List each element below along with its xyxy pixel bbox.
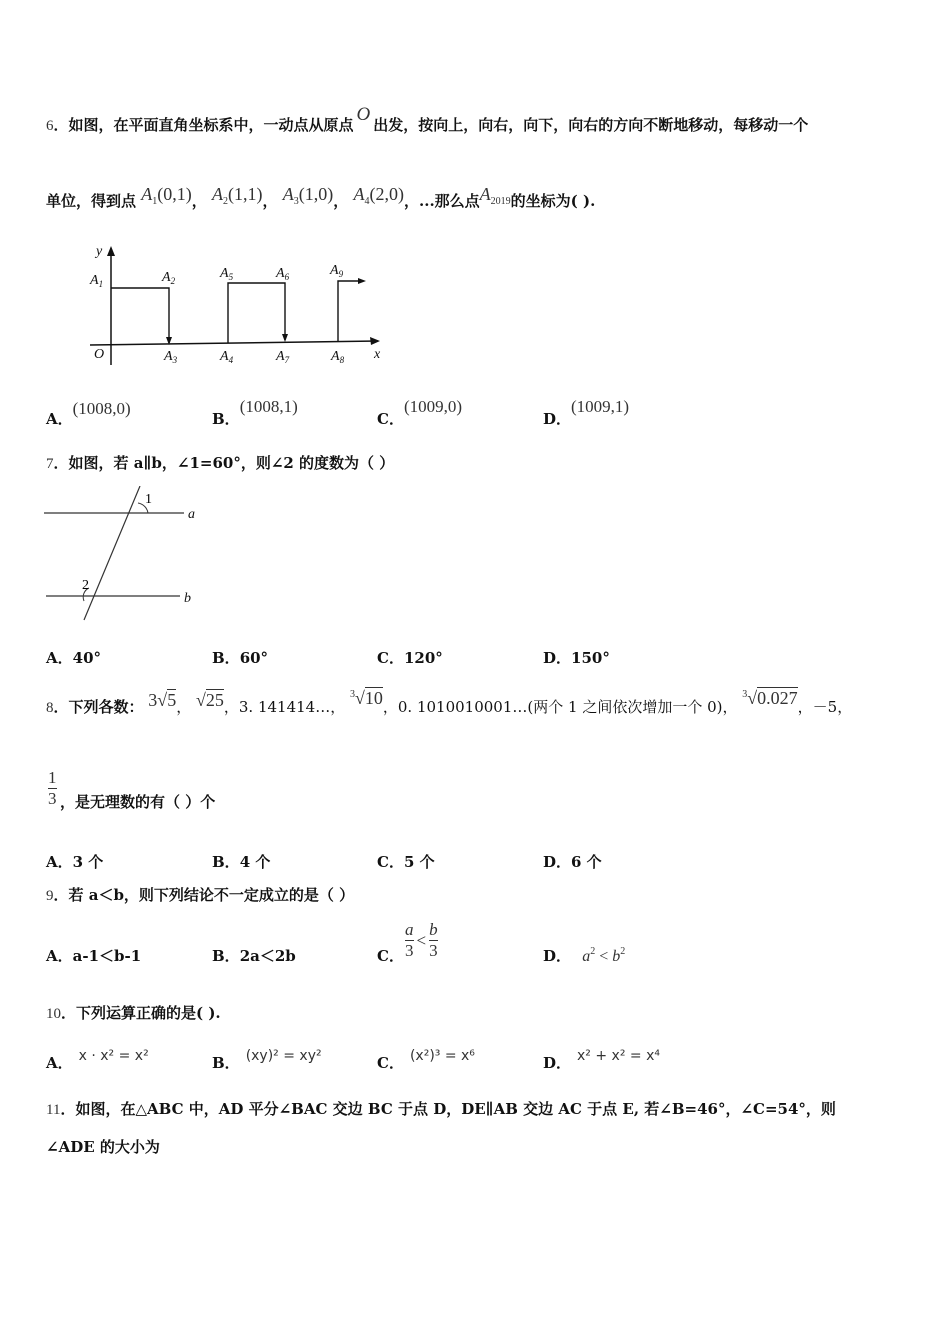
q6-point-a4: $A_4(2,0)$	[353, 184, 404, 207]
q6-label-a6: $A_6$	[276, 266, 290, 282]
q9-option-a[interactable]: A．a-1＜b-1	[46, 947, 142, 965]
q7-option-d[interactable]: D．150°	[543, 649, 610, 667]
q7-parallel-lines-figure	[44, 486, 204, 626]
q9-option-c-math: $\frac{a}{3}$ < $\frac{b}{3}$	[405, 920, 438, 960]
q10-option-b[interactable]: B． (xy)² = xy²	[212, 1048, 322, 1072]
q10-option-c[interactable]: C． (x²)³ = x⁶	[377, 1048, 475, 1072]
q8-number: 8	[46, 700, 54, 716]
q10-line: 10．下列运算正确的是( ).	[46, 1004, 221, 1022]
q6-option-b[interactable]: B．(1008,1)	[212, 397, 298, 428]
q6-origin-symbol: O	[356, 104, 371, 125]
q6-label-a5: $A_5$	[220, 266, 234, 282]
q8-option-d[interactable]: D．6 个	[543, 853, 602, 871]
q8-num-sqrt25: √25	[195, 690, 224, 710]
q6-label-a3: $A_3$	[164, 349, 178, 365]
q6-coordinate-figure	[80, 240, 400, 370]
q6-path-arrow-right	[358, 278, 366, 284]
q8-fraction-one-third: $\frac{1}{3}$	[48, 768, 57, 808]
q10-option-a[interactable]: A． x · x² = x²	[46, 1048, 149, 1072]
q6-origin-label: O	[94, 347, 105, 362]
q7-option-c[interactable]: C．120°	[377, 649, 443, 667]
q6-option-c[interactable]: C．(1009,0)	[377, 397, 463, 428]
q9-number: 9	[46, 888, 54, 904]
q6-point-a1: $A_1(0,1)$	[141, 184, 192, 207]
q7-transversal	[84, 486, 140, 620]
q6-path-segment-3	[338, 281, 363, 341]
q8-option-c[interactable]: C．5 个	[377, 853, 435, 871]
q6-y-arrow	[107, 246, 115, 256]
q6-label-a8: $A_8$	[331, 349, 345, 365]
q6-target-point: $A_{2019}$	[479, 184, 511, 207]
q9-option-c[interactable]: C．	[377, 947, 404, 965]
q6-label-a4: $A_4$	[220, 349, 234, 365]
q6-x-axis	[90, 341, 378, 345]
q10-number: 10	[46, 1006, 61, 1022]
q6-line1: 6．如图，在平面直角坐标系中，一动点从原点 O 出发，按向上，向右，向下，向右的方向不断地移动，每移动一个	[46, 104, 809, 134]
q6-axis-x-label: x	[374, 347, 381, 362]
q6-path-segment-1	[111, 288, 169, 343]
q6-option-d[interactable]: D．(1009,1)	[543, 397, 630, 428]
q8-option-a[interactable]: A．3 个	[46, 853, 104, 871]
q7-line: 7．如图，若 a∥b，∠1=60°，则∠2 的度数为（ ）	[46, 454, 395, 472]
q8-num-cbrt10: $^3$√10	[349, 688, 383, 708]
q6-label-a7: $A_7$	[276, 349, 290, 365]
q7-label-a: a	[188, 507, 195, 522]
q6-option-a[interactable]: A．(1008,0)	[46, 399, 131, 428]
q8-num-3sqrt5: 3√5	[148, 690, 177, 710]
q7-label-angle1: 1	[145, 492, 152, 507]
q6-axis-y-label: y	[96, 244, 103, 259]
q7-option-b[interactable]: B．60°	[212, 649, 269, 667]
q7-label-b: b	[184, 591, 191, 606]
q11-line1: 11．如图，在△ABC 中，AD 平分∠BAC 交边 BC 于点 D，DE∥AB 交边 AC 于点 E, 若∠B=46°，∠C=54°，则	[46, 1100, 836, 1118]
q11-line2: ∠ADE 的大小为	[46, 1138, 160, 1156]
q8-option-b[interactable]: B．4 个	[212, 853, 271, 871]
q6-point-a2: $A_2(1,1)$	[212, 184, 263, 207]
q6-path-arrow-down-2	[282, 334, 288, 342]
q6-path-segment-2	[228, 283, 285, 343]
q8-line1: 8．下列各数： 3√5， √25，3. 141414…， $^3$√10，0. 1010010001…(两个 1 之间依次增加一个 0)， $^3$√0.027，－5，	[46, 688, 853, 716]
q6-number: 6	[46, 118, 54, 134]
q9-option-d[interactable]: D． $a^2 < b^2$	[543, 946, 626, 965]
q7-label-angle2: 2	[82, 578, 89, 593]
q10-option-d[interactable]: D． x² + x² = x⁴	[543, 1048, 660, 1072]
q6-label-a1: $A_1$	[90, 273, 104, 289]
q11-number: 11	[46, 1102, 61, 1118]
q7-number: 7	[46, 456, 54, 472]
q6-line2: 单位，得到点 $A_1(0,1)$， $A_2(1,1)$， $A_3(1,0)$， $A_4(2,0)$，...那么点$A_{2019}$的坐标为( ).	[46, 184, 596, 210]
q9-option-b[interactable]: B．2a＜2b	[212, 947, 296, 965]
q8-num-cbrt0027: $^3$√0.027	[742, 688, 798, 708]
q9-line: 9．若 a＜b，则下列结论不一定成立的是（ ）	[46, 886, 355, 904]
q6-point-a3: $A_3(1,0)$	[282, 184, 334, 207]
q6-label-a2: $A_2$	[162, 270, 176, 286]
q8-line2: ，是无理数的有（ ）个	[60, 793, 216, 811]
q6-label-a9: $A_9$	[330, 263, 344, 279]
q6-x-arrow	[370, 337, 380, 345]
q9-option-d-math: $a^2 < b^2$	[582, 946, 626, 965]
q7-option-a[interactable]: A．40°	[46, 649, 102, 667]
